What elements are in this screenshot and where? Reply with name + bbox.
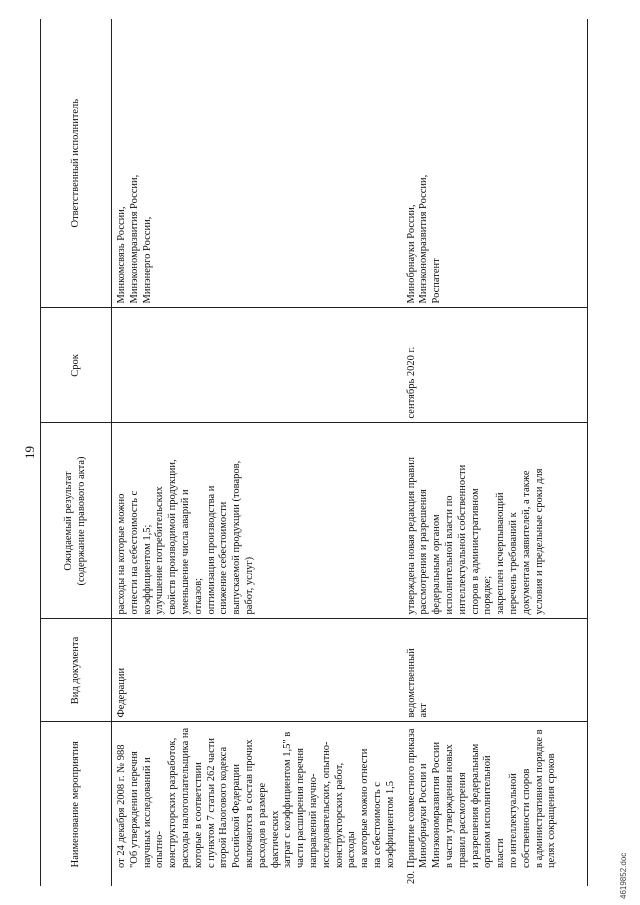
- measures-table: [40, 19, 588, 886]
- header-responsible: Ответственный исполнитель: [41, 19, 112, 308]
- header-expected-result: Ожидаемый результат (содержание правового акта): [41, 423, 112, 619]
- header-document-type: Вид документа: [41, 619, 112, 722]
- header-deadline: Срок: [41, 308, 112, 423]
- row-document-type: Федерации: [112, 619, 402, 722]
- document-id: 4619852.doc: [619, 852, 628, 899]
- header-event-name: Наименование мероприятия: [41, 722, 112, 886]
- row-deadline: сентябрь 2020 г.: [402, 308, 588, 423]
- table-row: [112, 19, 402, 886]
- row-number: 20.: [402, 872, 588, 886]
- row-document-type: ведомственный акт: [402, 619, 588, 722]
- table-row: [402, 19, 588, 886]
- page-number: 19: [22, 446, 37, 459]
- row-number: [112, 872, 402, 886]
- row-responsible: Минкомсвязь России, Минэкономразвития России, Минэнерго России,: [116, 174, 153, 304]
- row-expected-result: расходы на которые можно отнести на себестоимость с коэффициентом 1,5; улучшение потребительских свойств производимой продукции, уменьшение числа аварий и отказов; оптимизация производства и снижение себестоимости выпускаемой продукции (товаров, работ, услуг): [112, 423, 402, 619]
- table-header-row: [41, 19, 112, 886]
- row-deadline: [112, 308, 402, 423]
- row-expected-result: утверждена новая редакция правил рассмотрения и разрешения федеральным органом исполнительной власти по интеллектуальной собственности споров в административном порядке; закреплен исчерпывающий перечень требований к документам заявителей, а также условия и предельные сроки для: [402, 423, 588, 619]
- row-responsible: Минобрнауки России, Минэкономразвития России, Роспатент: [402, 19, 588, 308]
- row-event-name: Принятие совместного приказа Минобрнауки России и Минэкономразвития России в части утверждения новых правил рассмотрения и разрешения федеральным органом исполнительной власти по интеллектуальной собственности споров в административном порядке в целях сокращения сроков: [402, 722, 588, 872]
- row-event-name: от 24 декабря 2008 г. № 988 "Об утверждении перечня научных исследований и опытно- конструкторских разработок, расходы налогоплательщика на которые в соответствии с пунктом 7 статьи 262 части второй Налогового кодекса Российской Федерации включаются в состав прочих расходов в размере фактических затрат с коэффициентом 1,5" в части расширения перечня направлений научно- исследовательских, опытно- конструкторских работ, расходы на которые можно отнести на себестоимость с коэффициентом 1,5: [112, 722, 402, 872]
